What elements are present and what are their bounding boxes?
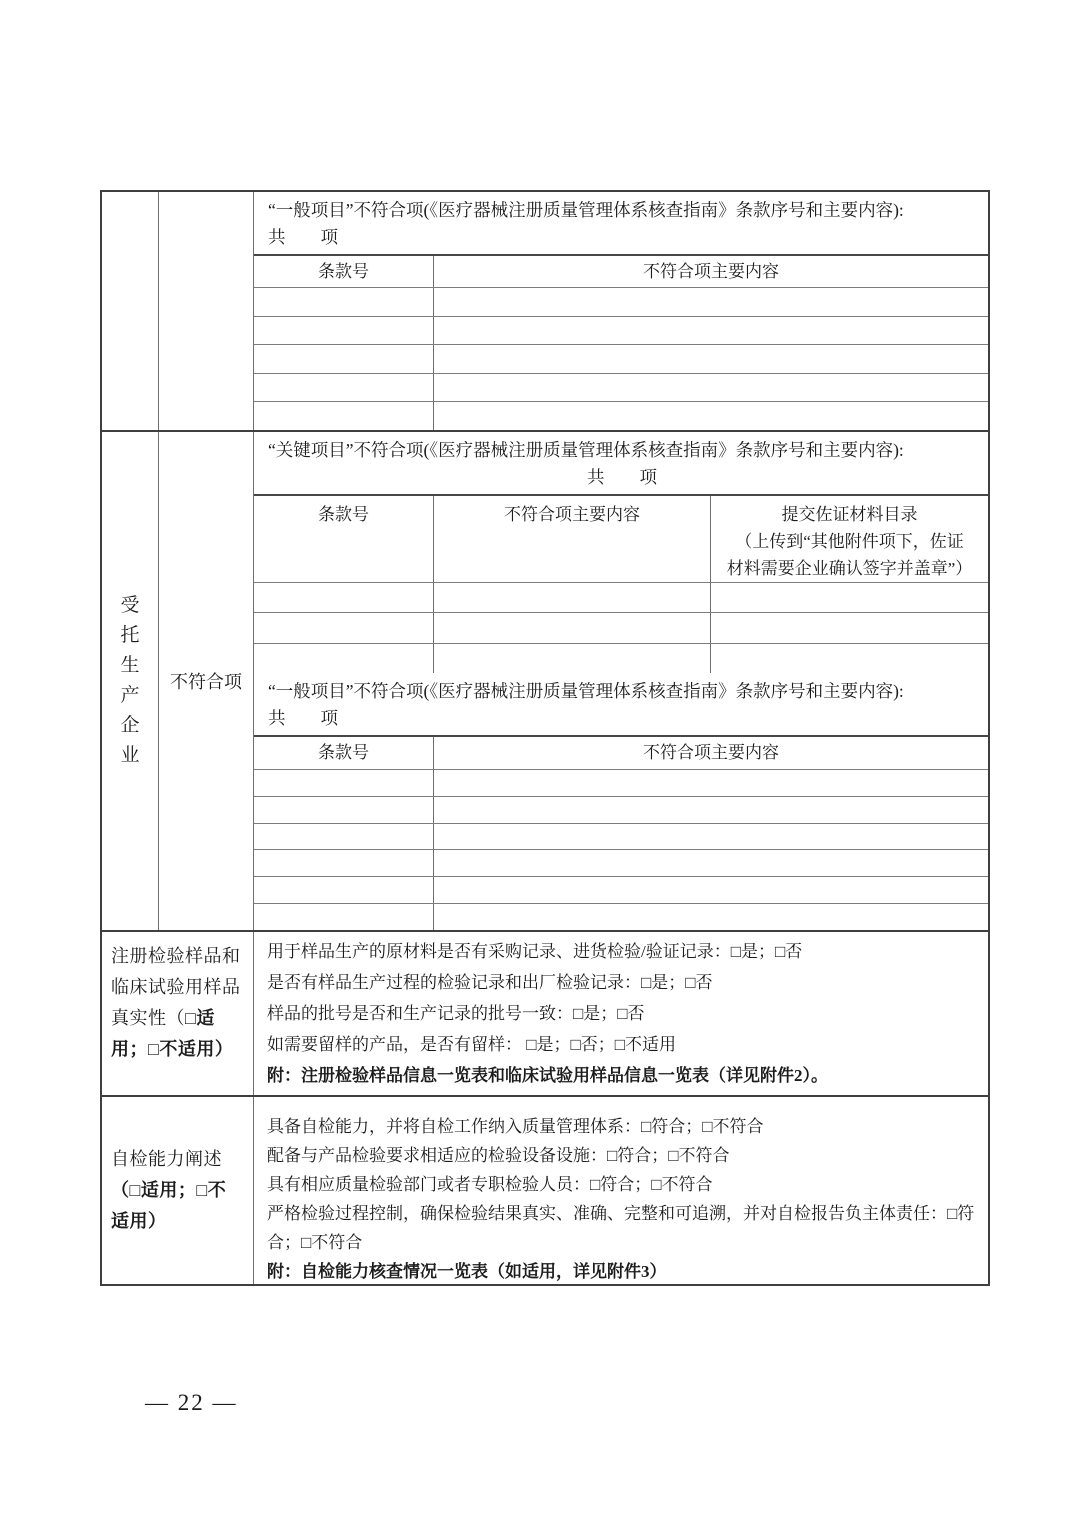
entrusted-manufacturer-label-cell	[102, 432, 159, 930]
empty-cell	[434, 583, 710, 612]
empty-cell	[254, 317, 434, 345]
empty-table-row	[254, 401, 988, 430]
table-header-row	[254, 256, 988, 287]
question-line: 是否有样品生产过程的检验记录和出厂检验记录：□是；□否	[267, 973, 713, 992]
table-header-row	[254, 496, 988, 582]
empty-table-row	[254, 849, 988, 876]
empty-cell	[254, 374, 434, 402]
clause-no-column-header: 条款号	[254, 256, 434, 287]
empty-cell	[434, 374, 988, 402]
sample-truthfulness-content	[254, 932, 988, 1095]
empty-table-row	[254, 823, 988, 850]
sample-truthfulness-label: 注册检验样品和临床试验用样品真实性（□	[111, 946, 241, 1028]
entrusted-manufacturer-label: 受托生产企业	[120, 595, 140, 766]
empty-cell	[434, 644, 710, 673]
empty-table-row	[254, 643, 988, 673]
empty-cell	[254, 345, 434, 373]
total-items-line: 共 项	[268, 227, 338, 247]
clause-no-column-header: 条款号	[254, 737, 434, 769]
nonconforming-items-label-cell	[159, 432, 254, 930]
total-items-line: 共 项	[268, 708, 338, 728]
empty-cell	[254, 288, 434, 316]
empty-cell	[254, 904, 434, 930]
table-header-row	[254, 737, 988, 769]
empty-cell	[434, 402, 988, 430]
general-items-header-1	[254, 192, 988, 254]
empty-cell	[434, 345, 988, 373]
empty-table-row	[254, 903, 988, 930]
self-inspection-label-wrap	[111, 1144, 244, 1237]
empty-cell	[434, 770, 988, 796]
empty-cell	[434, 904, 988, 930]
empty-cell	[254, 850, 434, 876]
section-header-text: “关键项目”不符合项(《医疗器械注册质量管理体系核查指南》条款序号和主要内容):	[268, 440, 904, 460]
form-row-general-items-top	[102, 192, 988, 430]
general-items-header-2	[254, 673, 988, 735]
empty-cell	[434, 850, 988, 876]
empty-table-row	[254, 344, 988, 373]
total-items-line: 共 项	[587, 467, 657, 487]
question-line: 样品的批号是否和生产记录的批号一致：□是；□否	[267, 1004, 645, 1023]
section-header-text: “一般项目”不符合项(《医疗器械注册质量管理体系核查指南》条款序号和主要内容):	[268, 200, 904, 220]
empty-cell	[434, 317, 988, 345]
general-items-table-1	[254, 254, 988, 430]
sample-truthfulness-label-cell	[102, 932, 254, 1095]
question-line: 严格检验过程控制，确保检验结果真实、准确、完整和可追溯，并对自检报告负主体责任：□符合；□不符合	[267, 1204, 975, 1252]
key-items-table	[254, 494, 988, 673]
empty-cell	[710, 613, 988, 642]
general-items-section-1	[254, 192, 988, 430]
self-inspection-label-bold: （□适用；□不适用）	[111, 1180, 227, 1231]
form-row-self-inspection	[102, 1095, 988, 1284]
empty-table-row	[254, 876, 988, 903]
empty-table-row	[254, 796, 988, 823]
clause-no-column-header: 条款号	[254, 496, 434, 582]
empty-cell	[434, 797, 988, 823]
empty-cell	[254, 824, 434, 850]
question-line: 具备自检能力，并将自检工作纳入质量管理体系：□符合；□不符合	[267, 1117, 764, 1136]
empty-cell	[710, 644, 988, 673]
form-row-entrusted-manufacturer	[102, 430, 988, 930]
page-number: — 22 —	[145, 1390, 238, 1415]
evidence-column-header	[710, 496, 988, 582]
empty-cell	[159, 192, 254, 430]
empty-table-row	[254, 316, 988, 345]
empty-cell	[434, 613, 710, 642]
nonconforming-items-content	[254, 432, 988, 930]
empty-cell	[254, 877, 434, 903]
evidence-header-line: 材料需要企业确认签字并盖章”）	[726, 559, 973, 578]
main-content-column-header: 不符合项主要内容	[504, 505, 640, 524]
evidence-header-line: （上传到“其他附件项下，佐证	[735, 532, 964, 551]
empty-cell	[254, 644, 434, 673]
attachment-note: 附：注册检验样品信息一览表和临床试验用样品信息一览表（详见附件2）。	[267, 1066, 828, 1085]
sample-truthfulness-label-bold: 适用；□不适用）	[111, 1008, 234, 1059]
key-items-header	[254, 432, 988, 494]
empty-cell	[254, 770, 434, 796]
empty-cell	[254, 402, 434, 430]
question-line: 具有相应质量检验部门或者专职检验人员：□符合；□不符合	[267, 1175, 713, 1194]
self-inspection-label: 自检能力阐述	[111, 1149, 222, 1169]
empty-table-row	[254, 287, 988, 316]
main-content-column-header: 不符合项主要内容	[643, 262, 779, 281]
attachment-note: 附：自检能力核查情况一览表（如适用，详见附件3）	[267, 1262, 667, 1281]
empty-table-row	[254, 373, 988, 402]
empty-cell	[434, 288, 988, 316]
nonconforming-items-label: 不符合项	[170, 672, 242, 692]
empty-cell	[434, 824, 988, 850]
form-row-sample-truthfulness	[102, 930, 988, 1095]
empty-table-row	[254, 612, 988, 642]
empty-cell	[710, 583, 988, 612]
self-inspection-content	[254, 1097, 988, 1284]
empty-cell	[254, 797, 434, 823]
question-line: 配备与产品检验要求相适应的检验设备设施：□符合；□不符合	[267, 1146, 730, 1165]
main-content-column-header: 不符合项主要内容	[643, 743, 779, 762]
question-line: 用于样品生产的原材料是否有采购记录、进货检验/验证记录：□是；□否	[267, 942, 803, 961]
empty-table-row	[254, 582, 988, 612]
empty-cell	[254, 613, 434, 642]
inspection-form-table	[100, 190, 990, 1286]
general-items-table-2	[254, 735, 988, 930]
section-header-text: “一般项目”不符合项(《医疗器械注册质量管理体系核查指南》条款序号和主要内容):	[268, 681, 904, 701]
question-line: 如需要留样的产品，是否有留样： □是；□否；□不适用	[267, 1035, 677, 1054]
empty-table-row	[254, 769, 988, 796]
empty-cell	[102, 192, 159, 430]
self-inspection-label-cell	[102, 1097, 254, 1284]
evidence-header-line: 提交佐证材料目录	[781, 505, 918, 524]
empty-cell	[254, 583, 434, 612]
empty-cell	[434, 877, 988, 903]
